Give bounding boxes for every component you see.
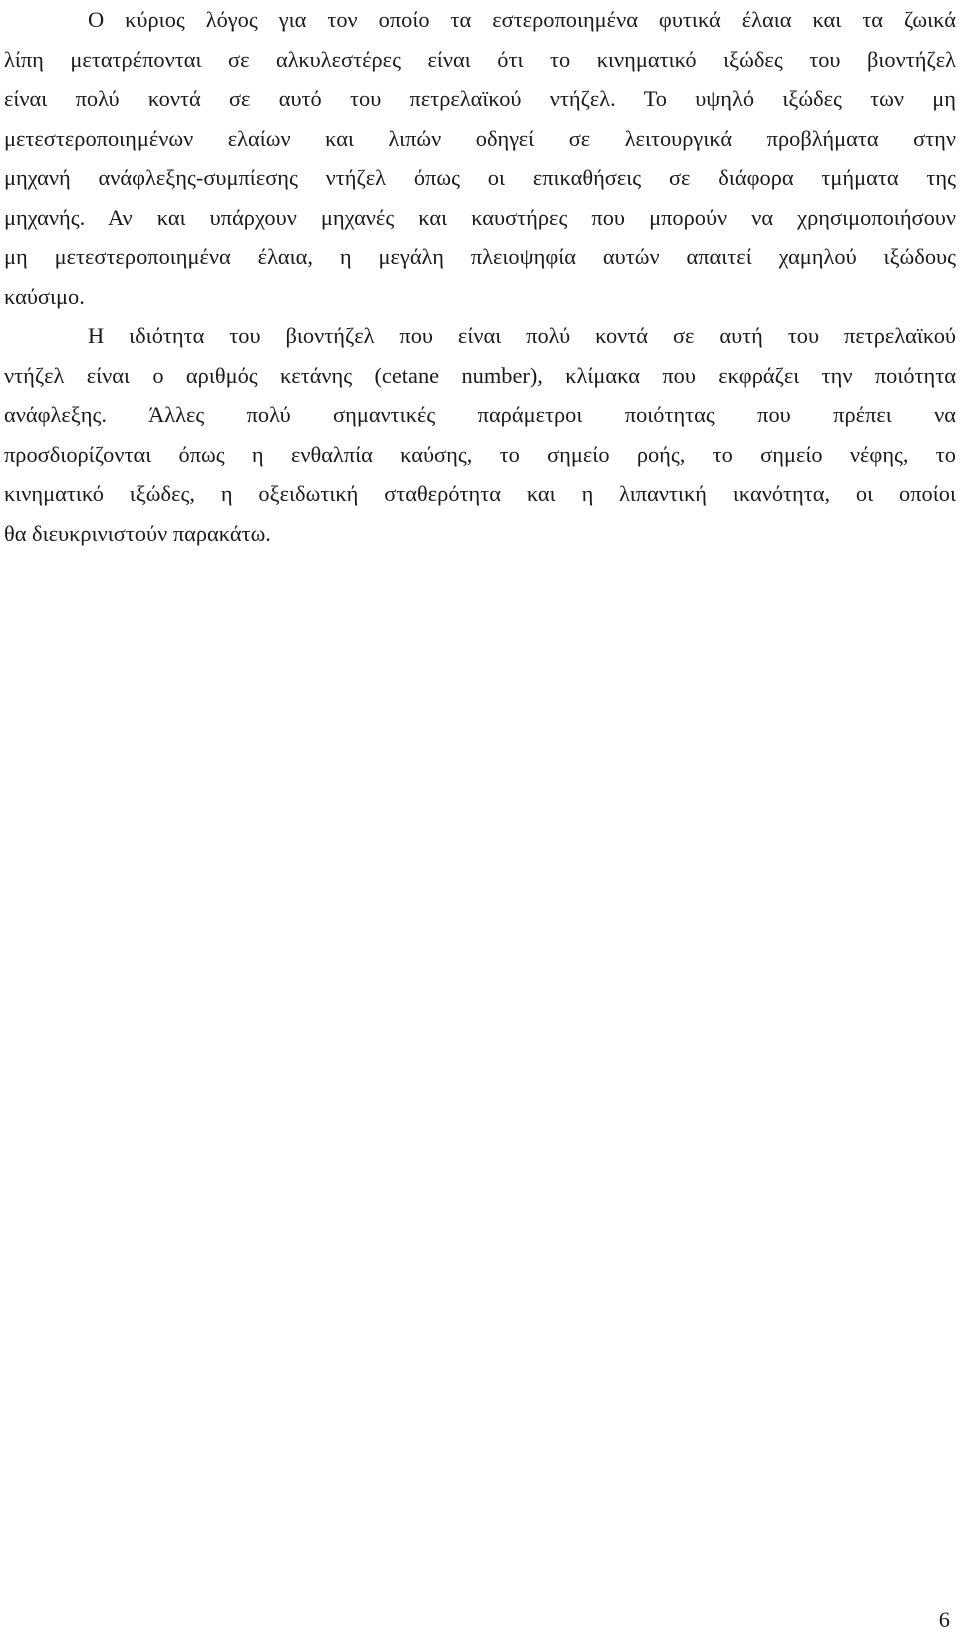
paragraph-2 [4, 316, 956, 553]
paragraph-line: μηχανής. Αν και υπάρχουν μηχανές και καυστήρες που μπορούν να χρησιμοποιήσουν [4, 204, 956, 230]
paragraph-line: λίπη μετατρέπονται σε αλκυλεστέρες είναι ότι το κινηματικό ιξώδες του βιοντήζελ [4, 46, 956, 72]
paragraph-line: καύσιμο. [4, 283, 85, 309]
paragraph-line: είναι πολύ κοντά σε αυτό του πετρελαϊκού ντήζελ. Το υψηλό ιξώδες των μη [4, 86, 956, 111]
paragraph-line: ανάφλεξης. Άλλες πολύ σημαντικές παράμετροι ποιότητας που πρέπει να [4, 402, 956, 427]
paragraph-line: μετεστεροποιημένων ελαίων και λιπών οδηγεί σε λειτουργικά προβλήματα στην [4, 125, 956, 151]
paragraph-line: μη μετεστεροποιημένα έλαια, η μεγάλη πλειοψηφία αυτών απαιτεί χαμηλού ιξώδους [4, 244, 956, 269]
body-text [4, 0, 956, 553]
paragraph-line: θα διευκρινιστούν παρακάτω. [4, 520, 271, 546]
paragraph-line: προσδιορίζονται όπως η ενθαλπία καύσης, το σημείο ροής, το σημείο νέφης, το [4, 441, 956, 467]
paragraph-line: Η ιδιότητα του βιοντήζελ που είναι πολύ κοντά σε αυτή του πετρελαϊκού [88, 323, 956, 348]
page-number: 6 [938, 1607, 950, 1632]
paragraph-line: μηχανή ανάφλεξης-συμπίεσης ντήζελ όπως οι επικαθήσεις σε διάφορα τμήματα της [4, 165, 956, 190]
paragraph-line: κινηματικό ιξώδες, η οξειδωτική σταθερότητα και η λιπαντική ικανότητα, οι οποίοι [4, 481, 956, 506]
paragraph-line: Ο κύριος λόγος για τον οποίο τα εστεροποιημένα φυτικά έλαια και τα ζωικά [88, 7, 956, 32]
paragraph-1 [4, 0, 956, 316]
paragraph-line: ντήζελ είναι ο αριθμός κετάνης (cetane number), κλίμακα που εκφράζει την ποιότητα [4, 362, 956, 388]
